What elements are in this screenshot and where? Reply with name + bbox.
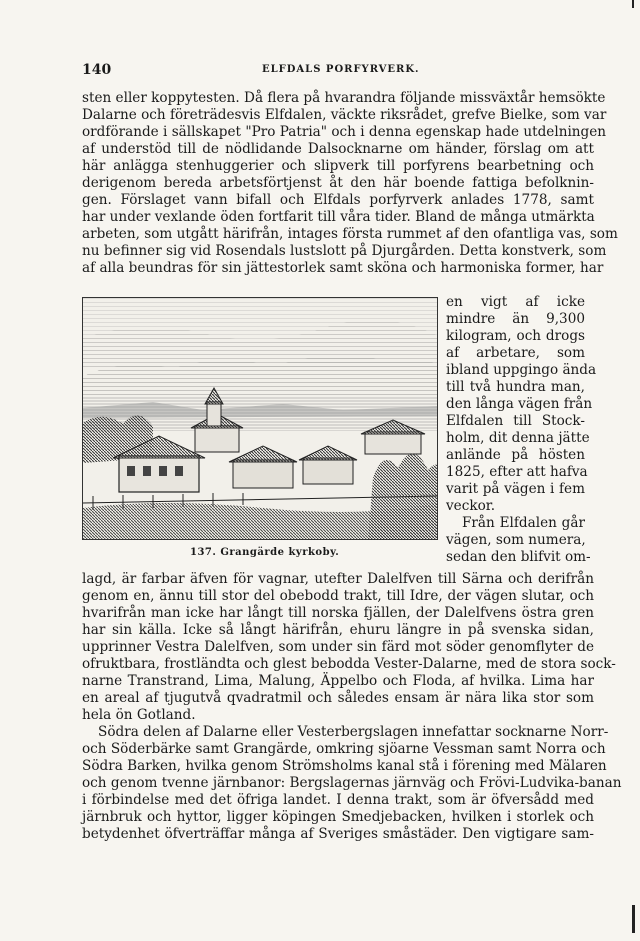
text-line: hela ön Gotland. (82, 707, 196, 723)
text-line: af understöd till de nödlidande Dalsocknarne om händer, förslag om att (82, 141, 594, 157)
text-line: Södra Barken, hvilka genom Strömsholms kanal stå i förening med Mälaren (82, 758, 607, 774)
side-text-line: holm, dit denna jätte (446, 430, 590, 446)
side-text-line: mindre än 9,300 (446, 311, 585, 327)
text-line: och genom tvenne järnbanor: Bergslagernas järnväg och Frövi-Ludvika-banan (82, 775, 622, 791)
side-text-line: Från Elfdalen går (462, 515, 585, 531)
text-line: gen. Förslaget vann bifall och Elfdals porfyrverk anlades 1778, samt (82, 192, 594, 208)
text-line: sten eller koppytesten. Då flera på hvarandra följande missväxtår hemsökte (82, 90, 606, 106)
side-text-line: anlände på hösten (446, 447, 585, 463)
text-line: järnbruk och hyttor, ligger köpingen Smedjebacken, hvilken i storlek och (82, 809, 594, 825)
engraving-illustration (82, 297, 438, 540)
side-text-line: kilogram, och drogs (446, 328, 585, 344)
text-line: Dalarne och företrädesvis Elfdalen, väckte riksrådet, grefve Bielke, som var (82, 107, 607, 123)
scan-mark (632, 905, 635, 933)
text-line: och Söderbärke samt Grangärde, omkring sjöarne Vessman samt Norra och (82, 741, 606, 757)
text-line: betydenhet öfverträffar många af Sveriges småstäder. Den vigtigare sam- (82, 826, 594, 842)
text-line: Södra delen af Dalarne eller Vesterbergslagen innefattar socknarne Norr- (98, 724, 609, 740)
page-number: 140 (82, 62, 112, 78)
text-line: narne Transtrand, Lima, Malung, Äppelbo och Floda, af hvilka. Lima har (82, 673, 594, 689)
text-line: lagd, är farbar äfven för vagnar, utefter Dalelfven till Särna och derifrån (82, 571, 594, 587)
text-line: här anlägga stenhuggerier och slipverk till porfyrens bearbetning och (82, 158, 594, 174)
text-line: ofruktbara, frostländta och glest bebodda Vester-Dalarne, med de stora sock- (82, 656, 616, 672)
side-text-line: vägen, som numera, (446, 532, 586, 548)
side-text-line: Elfdalen till Stock- (446, 413, 585, 429)
text-line: af alla beundras för sin jättestorlek samt sköna och harmoniska former, har (82, 260, 604, 276)
side-text-line: till två hundra man, (446, 379, 585, 395)
text-line: arbeten, som utgått härifrån, intages första rummet af den ofantliga vas, som (82, 226, 618, 242)
text-line: nu befinner sig vid Rosendals lustslott på Djurgården. Detta konstverk, som (82, 243, 607, 259)
side-text-line: ibland uppgingo ända (446, 362, 597, 378)
figure-caption: 137. Grangärde kyrkoby. (190, 547, 340, 558)
side-text-line: 1825, efter att hafva (446, 464, 588, 480)
text-line: har sin källa. Icke så långt härifrån, ehuru längre in på svenska sidan, (82, 622, 594, 638)
side-text-line: en vigt af icke (446, 294, 585, 310)
scan-mark (632, 0, 634, 8)
text-line: ordförande i sällskapet "Pro Patria" och i denna egenskap hade utdelningen (82, 124, 607, 140)
text-line: har under vexlande öden fortfarit till våra tider. Bland de många utmärkta (82, 209, 595, 225)
side-text-line: veckor. (446, 498, 496, 514)
text-line: hvarifrån man icke har långt till norska fjällen, der Dalelfvens östra gren (82, 605, 594, 621)
text-line: i förbindelse med det öfriga landet. I denna trakt, som är öfversådd med (82, 792, 594, 808)
page-header (82, 62, 592, 80)
text-line: upprinner Vestra Dalelfven, som under sin färd mot söder genomflyter de (82, 639, 594, 655)
running-title: ELFDALS PORFYRVERK. (262, 64, 420, 75)
text-line: en areal af tjugutvå qvadratmil och således ensam är nära lika stor som (82, 690, 594, 706)
side-text-line: den långa vägen från (446, 396, 593, 412)
text-line: derigenom bereda arbetsförtjenst åt den här boende fattiga befolknin- (82, 175, 594, 191)
text-line: genom en, ännu till stor del obebodd trakt, till Idre, der vägen slutar, och (82, 588, 594, 604)
landscape-engraving (83, 298, 438, 540)
side-text-line: sedan den blifvit om- (446, 549, 591, 565)
side-text-line: varit på vägen i fem (446, 481, 585, 497)
side-text-line: af arbetare, som (446, 345, 585, 361)
